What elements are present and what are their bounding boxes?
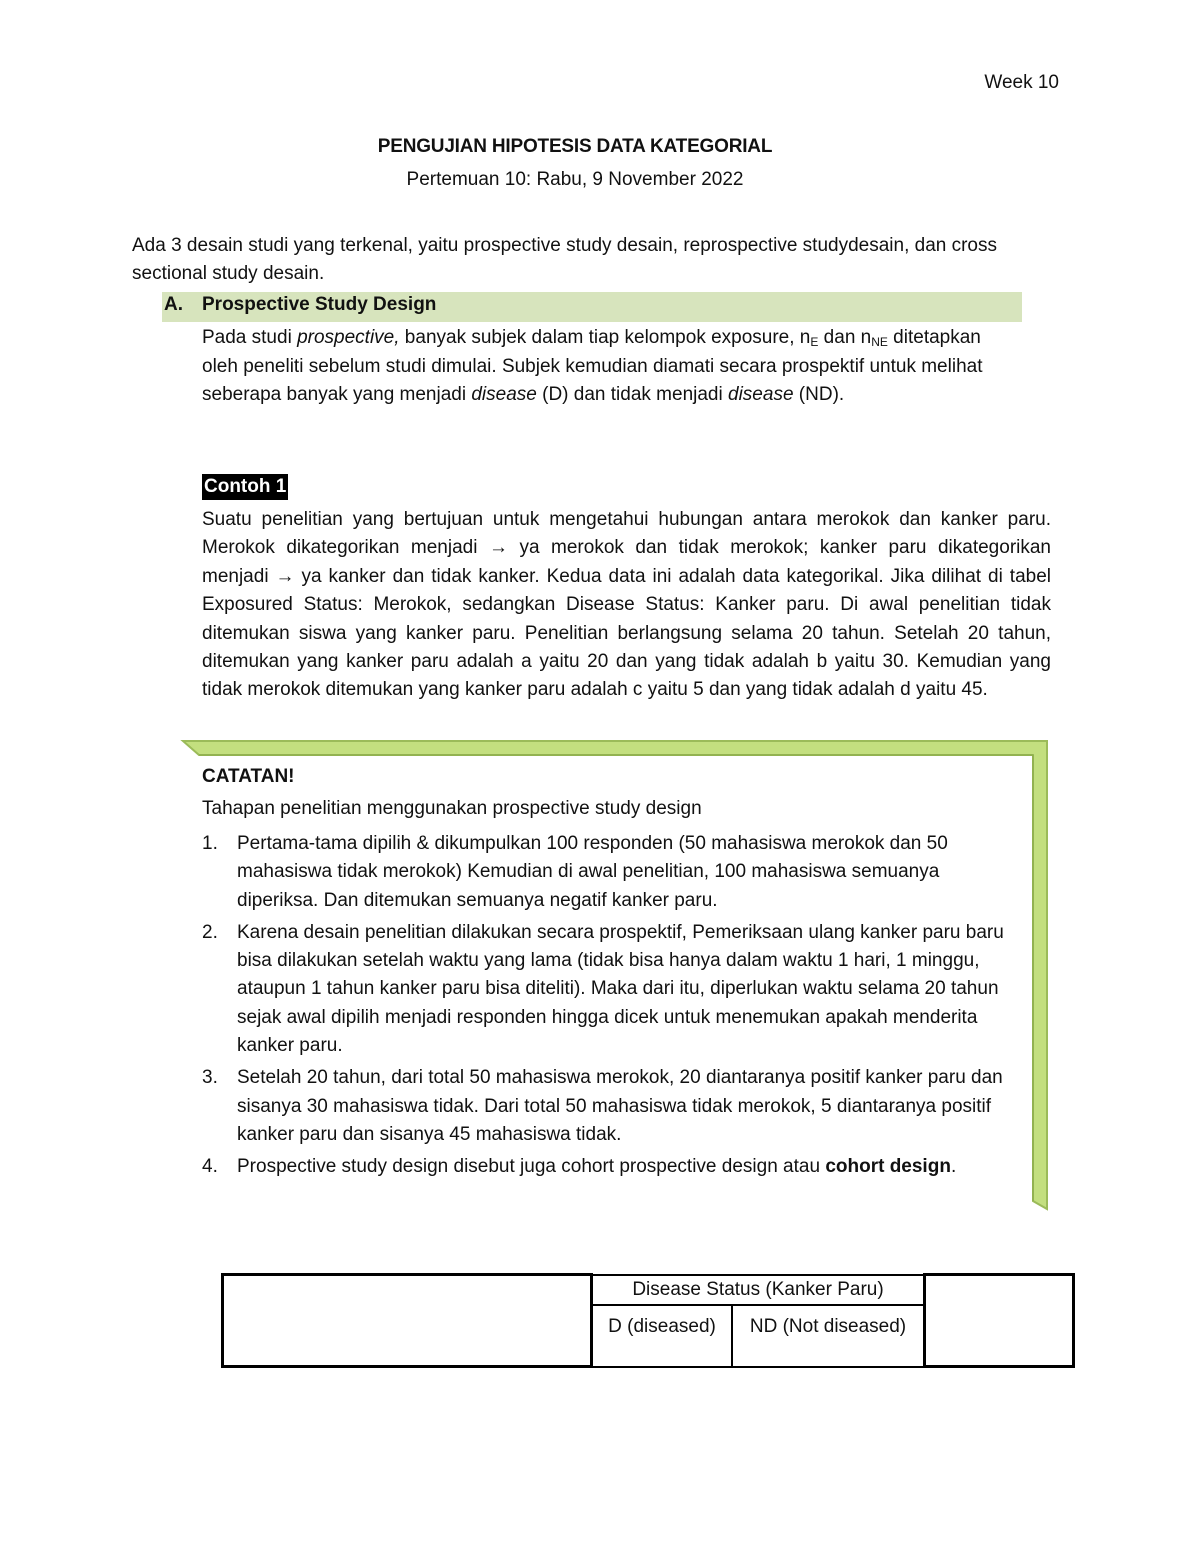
table-header-disease: Disease Status (Kanker Paru)	[592, 1275, 925, 1305]
document-subtitle: Pertemuan 10: Rabu, 9 November 2022	[406, 169, 744, 190]
document-title: PENGUJIAN HIPOTESIS DATA KATEGORIAL	[377, 136, 773, 157]
note-heading: CATATAN!	[202, 766, 295, 787]
table-empty-cell	[223, 1275, 592, 1367]
section-a-letter: A.	[164, 294, 183, 315]
table-header-d: D (diseased)	[592, 1305, 733, 1367]
page-header-week: Week 10	[984, 72, 1059, 93]
list-item: 3. Setelah 20 tahun, dari total 50 mahasiswa merokok, 20 diantaranya positif kanker paru dan sisanya 30 mahasiswa tidak. Dari total 50 mahasiswa tidak merokok, 5 diantaranya positif kanker paru dan sisanya 45 mahasiswa tidak.	[202, 1067, 1003, 1145]
arrow-icon: →	[275, 565, 295, 587]
section-a-heading	[164, 294, 436, 316]
section-a-paragraph: Pada studi prospective, banyak subjek dalam tiap kelompok exposure, $n_E$ dan $n_{NE}$ ditetapkan oleh peneliti sebelum studi dimulai. Subjek kemudian diamati secara prospektif untuk melihat seberapa banyak yang menjadi disease (D) dan tidak menjadi disease (ND).	[202, 327, 983, 406]
note-steps-list	[202, 830, 1022, 1186]
list-item: 1. Pertama-tama dipilih & dikumpulkan 100 responden (50 mahasiswa merokok dan 50 mahasiswa tidak merokok) Kemudian di awal penelitian, 100 mahasiswa semuanya diperiksa. Dan ditemukan semuanya negatif kanker paru.	[202, 833, 948, 911]
example-paragraph: Suatu penelitian yang bertujuan untuk mengetahui hubungan antara merokok dan kanker paru. Merokok dikategorikan menjadi → ya merokok dan tidak merokok; kanker paru dikategorikan menjadi → ya kanker dan tidak kanker. Kedua data ini adalah data kategorikal. Jika dilihat di tabel Exposured Status: Merokok, sedangkan Disease Status: Kanker paru. Di awal penelitian tidak ditemukan siswa yang kanker paru. Penelitian berlangsung selama 20 tahun. Setelah 20 tahun, ditemukan yang kanker paru adalah a yaitu 20 dan yang tidak adalah b yaitu 30. Kemudian yang tidak merokok ditemukan yang kanker paru adalah c yaitu 5 dan yang tidak adalah d yaitu 45.	[202, 509, 1051, 701]
example-label: Contoh 1	[202, 474, 288, 500]
note-intro: Tahapan penelitian menggunakan prospective study design	[202, 798, 702, 819]
table-header-nd: ND (Not diseased)	[732, 1305, 925, 1367]
list-item: 2. Karena desain penelitian dilakukan secara prospektif, Pemeriksaan ulang kanker paru baru bisa dilakukan setelah waktu yang lama (tidak bisa hanya dalam waktu 1 hari, 1 minggu, ataupun 1 tahun kanker paru bisa diteliti). Maka dari itu, diperlukan waktu selama 20 tahun sejak awal dipilih menjadi responden hingga dicek untuk menemukan apakah menderita kanker paru.	[202, 921, 1004, 1057]
contingency-table	[221, 1273, 1075, 1368]
table-empty-cell	[925, 1275, 1074, 1367]
intro-paragraph: Ada 3 desain studi yang terkenal, yaitu prospective study desain, reprospective studydesain, dan cross sectional study desain.	[132, 235, 998, 284]
arrow-icon: →	[488, 537, 508, 559]
section-a-title: Prospective Study Design	[202, 294, 437, 315]
list-item: 4. Prospective study design disebut juga cohort prospective design atau cohort design.	[202, 1156, 957, 1178]
